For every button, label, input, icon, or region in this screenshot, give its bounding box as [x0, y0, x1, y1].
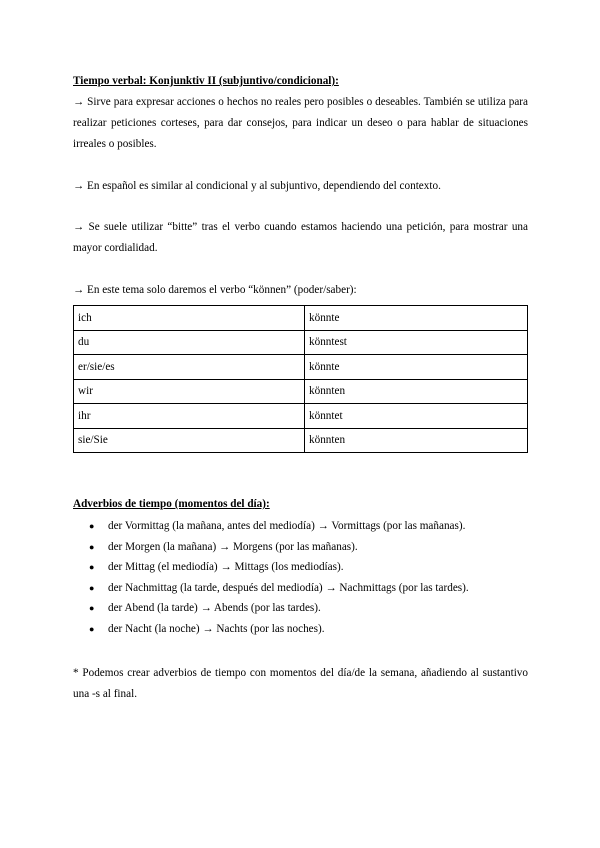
paragraph-koennen-intro: → En este tema solo daremos el verbo “können” (poder/saber): [73, 284, 357, 296]
list-item [73, 516, 533, 537]
paragraph-spanish-equivalent: → En español es similar al condicional y al subjuntivo, dependiendo del contexto. [73, 180, 441, 192]
verb-form-cell: könntet [305, 404, 528, 429]
pronoun-cell: ich [74, 306, 305, 331]
paragraph-note: * Podemos crear adverbios de tiempo con momentos del día/de la semana, añadiendo al sustantivo una -s al final. [73, 667, 528, 700]
verb-form-cell: könnten [305, 428, 528, 453]
table-row [74, 355, 528, 380]
list-item-text: der Morgen (la mañana) → Morgens (por las mañanas). [108, 540, 358, 553]
paragraph-bitte: → Se suele utilizar “bitte” tras el verbo cuando estamos haciendo una petición, para mostrar una mayor cordialidad. [73, 221, 528, 254]
list-item [73, 598, 533, 619]
bullet-icon: ● [89, 562, 95, 573]
conjugation-table [73, 305, 528, 453]
pronoun-cell: er/sie/es [74, 355, 305, 380]
bullet-icon: ● [89, 623, 95, 634]
verb-form-cell: könnte [305, 355, 528, 380]
list-item-text: der Nacht (la noche) → Nachts (por las noches). [108, 622, 325, 635]
bullet-icon: ● [89, 541, 95, 552]
table-row [74, 379, 528, 404]
list-item-text: der Mittag (el mediodía) → Mittags (los mediodías). [108, 561, 344, 574]
list-item [73, 619, 533, 640]
table-row [74, 428, 528, 453]
list-item-text: der Abend (la tarde) → Abends (por las tardes). [108, 602, 321, 615]
pronoun-cell: ihr [74, 404, 305, 429]
section-heading-adverbios: Adverbios de tiempo (momentos del día): [73, 498, 270, 510]
paragraph-usage: → Sirve para expresar acciones o hechos no reales pero posibles o deseables. También se utiliza para realizar peticiones corteses, para dar consejos, para indicar un deseo o para hablar de situaciones irreales o posibles. [73, 96, 528, 150]
list-item [73, 537, 533, 558]
verb-form-cell: könnte [305, 306, 528, 331]
bullet-icon: ● [89, 603, 95, 614]
adverb-list [73, 516, 533, 640]
list-item-text: der Nachmittag (la tarde, después del mediodía) → Nachmittags (por las tardes). [108, 581, 469, 594]
section-heading-konjunktiv: Tiempo verbal: Konjunktiv II (subjuntivo/condicional): [73, 75, 339, 87]
pronoun-cell: sie/Sie [74, 428, 305, 453]
table-row [74, 306, 528, 331]
list-item-text: der Vormittag (la mañana, antes del mediodía) → Vormittags (por las mañanas). [108, 520, 466, 532]
pronoun-cell: wir [74, 379, 305, 404]
table-row [74, 404, 528, 429]
list-item [73, 557, 533, 578]
verb-form-cell: könnten [305, 379, 528, 404]
list-item [73, 578, 533, 599]
table-row [74, 330, 528, 355]
verb-form-cell: könntest [305, 330, 528, 355]
bullet-icon: ● [89, 582, 95, 593]
bullet-icon: ● [89, 521, 95, 531]
pronoun-cell: du [74, 330, 305, 355]
